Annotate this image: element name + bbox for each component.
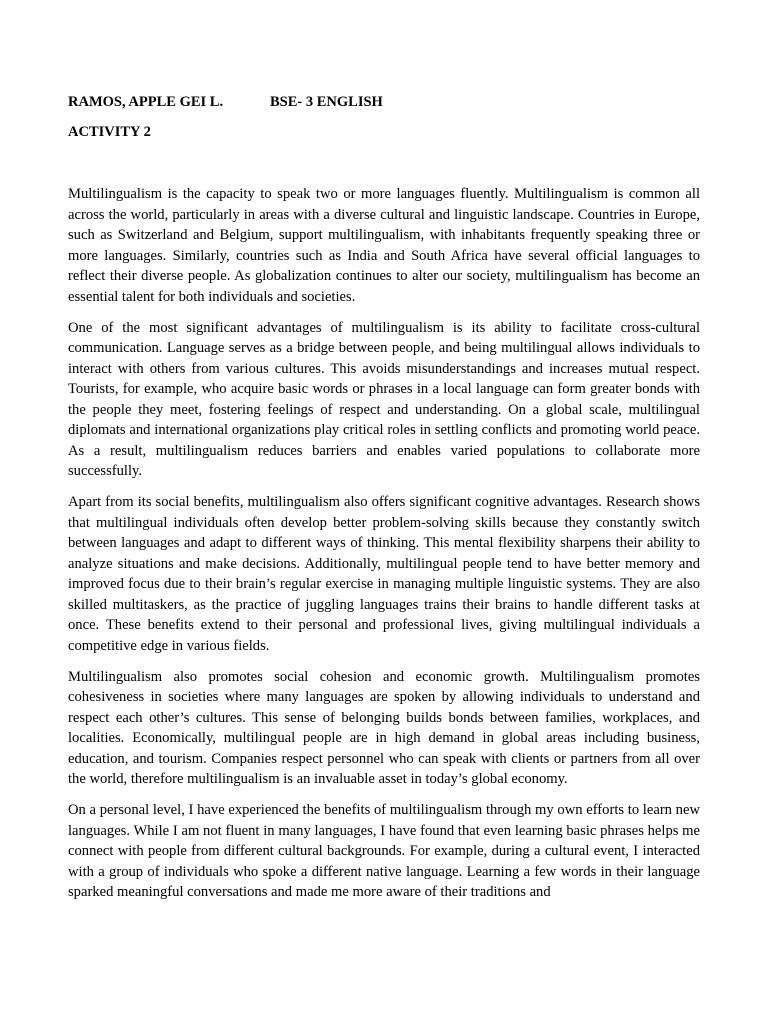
document-content — [68, 92, 700, 913]
course-label: BSE- 3 ENGLISH — [270, 94, 383, 110]
paragraph-1: Multilingualism is the capacity to speak two or more languages fluently. Multilingualism is common all across the world, particularly in areas with a diverse cultural and linguistic landscape. Countries in Europe, such as Switzerland and Belgium, support multilingualism, with inhabitants frequently speaking three or more languages. Similarly, countries such as India and South Africa have several official languages to reflect their diverse people. As globalization continues to alter our society, multilingualism has become an essential talent for both individuals and societies. — [68, 186, 700, 305]
paragraph-5: On a personal level, I have experienced the benefits of multilingualism through my own efforts to learn new languages. While I am not fluent in many languages, I have found that even learning basic phrases helps me connect with people from different cultural backgrounds. For example, during a cultural event, I interacted with a group of individuals who spoke a different native language. Learning a few words in their language sparked meaningful conversations and made me more aware of their traditions and — [68, 802, 700, 900]
student-name: RAMOS, APPLE GEI L. — [68, 94, 224, 110]
header-line — [68, 92, 700, 112]
essay-body — [68, 184, 700, 903]
paragraph-3: Apart from its social benefits, multilingualism also offers significant cognitive advantages. Research shows that multilingual individuals often develop better problem-solving skills because they constantly switch between languages and adapt to different ways of thinking. This mental flexibility sharpens their ability to analyze situations and make decisions. Additionally, multilingual people tend to have better memory and improved focus due to their brain’s regular exercise in managing multiple linguistic systems. They are also skilled multitaskers, as the practice of juggling languages trains their brains to handle different tasks at once. These benefits extend to their personal and professional lives, giving multilingual individuals a competitive edge in various fields. — [68, 494, 700, 654]
paragraph-2: One of the most significant advantages of multilingualism is its ability to facilitate cross-cultural communication. Language serves as a bridge between people, and being multilingual allows individuals to interact with others from various cultures. This avoids misunderstandings and increases mutual respect. Tourists, for example, who acquire basic words or phrases in a local language can form greater bonds with the people they meet, fostering feelings of respect and understanding. On a global scale, multilingual diplomats and international organizations play critical roles in settling conflicts and promoting world peace. As a result, multilingualism reduces barriers and enables varied populations to collaborate more successfully. — [68, 319, 700, 479]
activity-title: ACTIVITY 2 — [68, 124, 151, 140]
paragraph-4: Multilingualism also promotes social cohesion and economic growth. Multilingualism promotes cohesiveness in societies where many languages are spoken by allowing individuals to understand and respect each other’s cultures. This sense of belonging builds bonds between families, workplaces, and localities. Economically, multilingual people are in high demand in global areas including business, education, and tourism. Companies respect personnel who can speak with clients or partners from all over the world, therefore multilingualism is an invaluable asset in today’s global economy. — [68, 668, 700, 787]
